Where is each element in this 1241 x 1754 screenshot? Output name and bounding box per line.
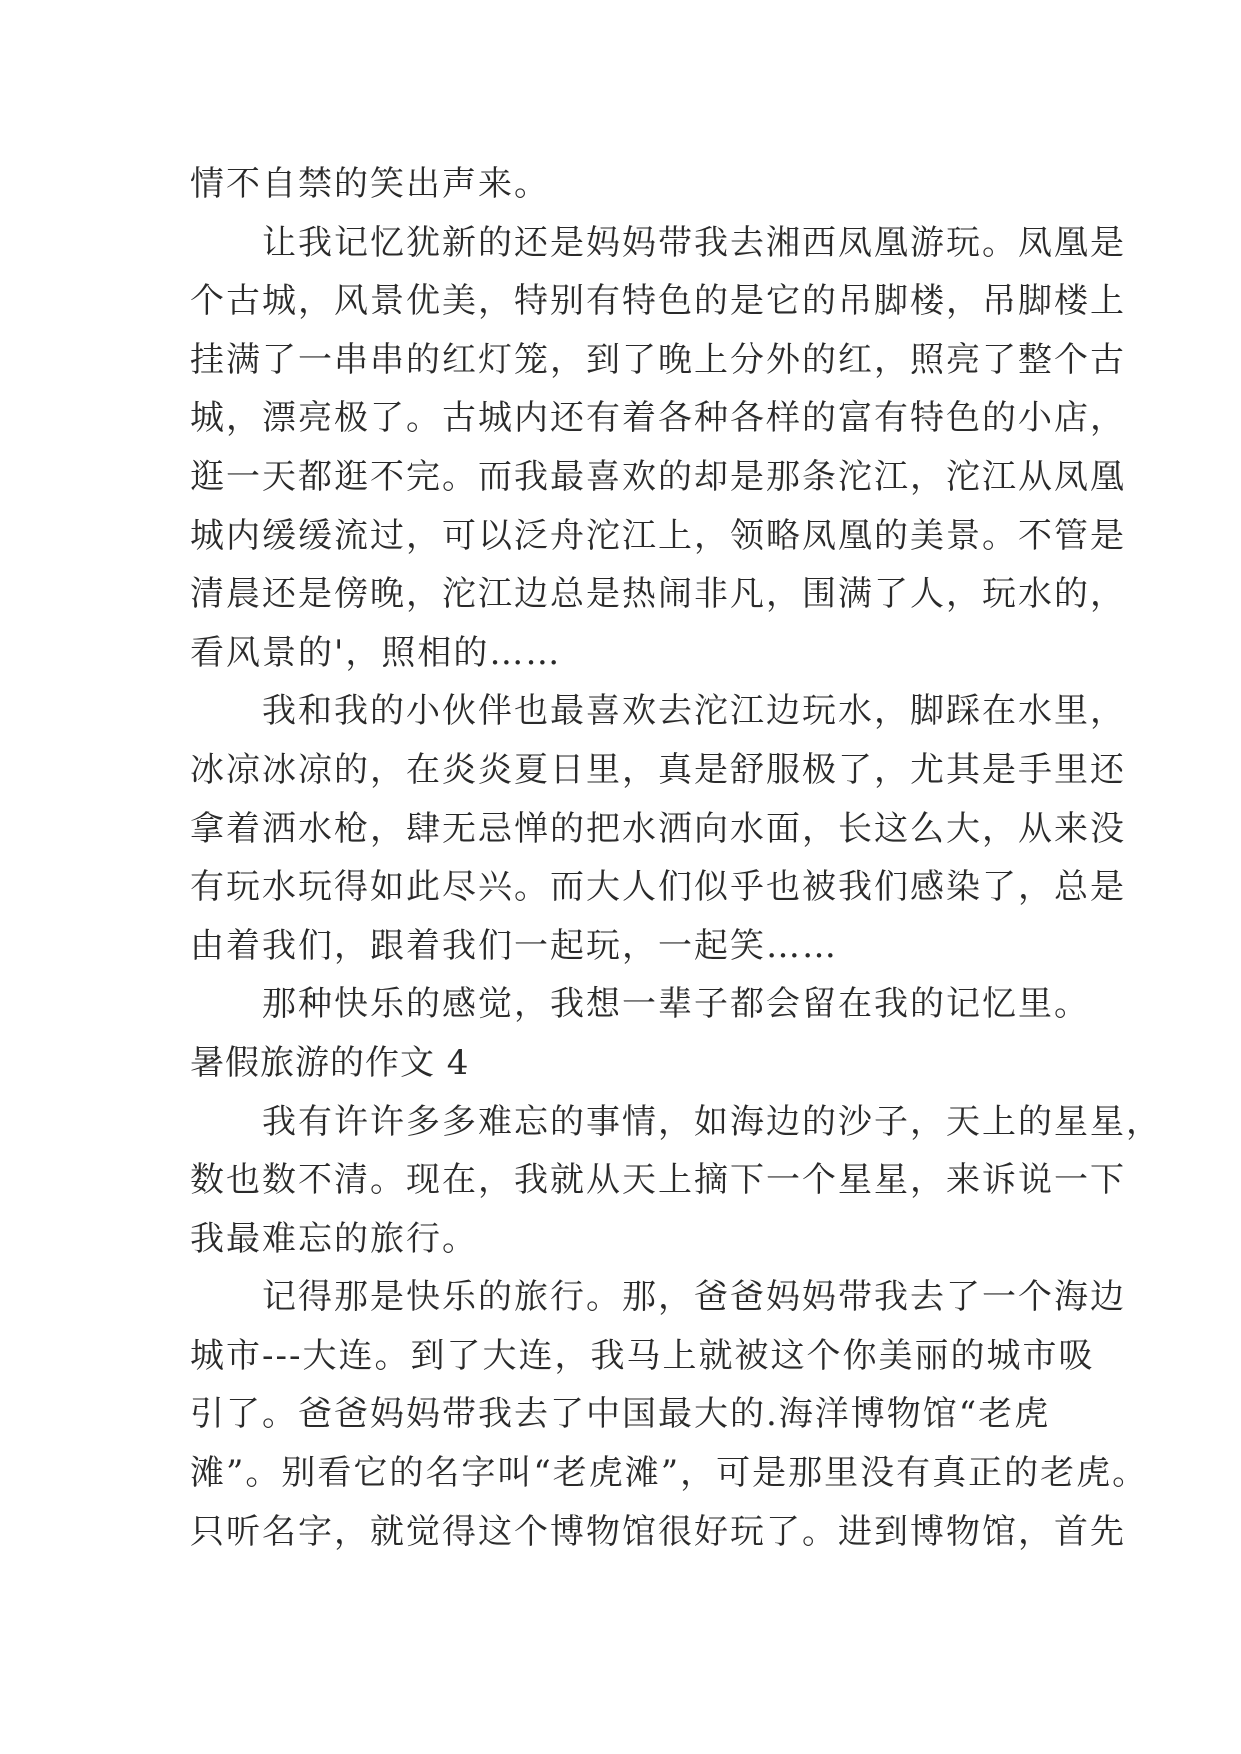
text-line: 只听名字，就觉得这个博物馆很好玩了。进到博物馆，首先: [190, 1511, 1126, 1552]
paragraph-start-line: 让我记忆犹新的还是妈妈带我去湘西凤凰游玩。凤凰是: [262, 222, 1126, 263]
text-line: 城，漂亮极了。古城内还有着各种各样的富有特色的小店，: [190, 398, 1126, 439]
paragraph-start-line: 记得那是快乐的旅行。那，爸爸妈妈带我去了一个海边: [262, 1277, 1126, 1318]
text-line: 我最难忘的旅行。: [190, 1218, 478, 1259]
text-line: 有玩水玩得如此尽兴。而大人们似乎也被我们感染了，总是: [190, 867, 1126, 908]
text-line: 冰凉冰凉的，在炎炎夏日里，真是舒服极了，尤其是手里还: [190, 749, 1126, 790]
section-heading: 暑假旅游的作文 4: [190, 1042, 470, 1083]
text-line: 数也数不清。现在，我就从天上摘下一个星星，来诉说一下: [190, 1160, 1126, 1201]
paragraph-start-line: 我和我的小伙伴也最喜欢去沱江边玩水，脚踩在水里，: [262, 691, 1126, 732]
text-line: 看风景的'，照相的……: [190, 632, 562, 673]
text-line: 清晨还是傍晚，沱江边总是热闹非凡，围满了人，玩水的，: [190, 574, 1126, 615]
text-line: 情不自禁的笑出声来。: [190, 164, 550, 204]
text-line: 城内缓缓流过，可以泛舟沱江上，领略凤凰的美景。不管是: [190, 515, 1126, 556]
text-line: 拿着洒水枪，肆无忌惮的把水洒向水面，长这么大，从来没: [190, 808, 1126, 849]
text-line: 滩”。别看它的名字叫“老虎滩”，可是那里没有真正的老虎。: [190, 1453, 1149, 1494]
paragraph-start-line: 我有许许多多难忘的事情，如海边的沙子，天上的星星，: [262, 1101, 1162, 1142]
paragraph-start-line: 那种快乐的感觉，我想一辈子都会留在我的记忆里。: [262, 984, 1090, 1025]
text-line: 引了。爸爸妈妈带我去了中国最大的.海洋博物馆“老虎: [190, 1394, 1051, 1435]
article-body: [190, 155, 1162, 1561]
text-line: 挂满了一串串的红灯笼，到了晚上分外的红，照亮了整个古: [190, 339, 1126, 380]
text-line: 个古城，风景优美，特别有特色的是它的吊脚楼，吊脚楼上: [190, 281, 1126, 322]
text-line: 城市---大连。到了大连，我马上就被这个你美丽的城市吸: [190, 1335, 1095, 1376]
text-line: 由着我们，跟着我们一起玩，一起笑……: [190, 925, 838, 966]
text-line: 逛一天都逛不完。而我最喜欢的却是那条沱江，沱江从凤凰: [190, 456, 1126, 497]
